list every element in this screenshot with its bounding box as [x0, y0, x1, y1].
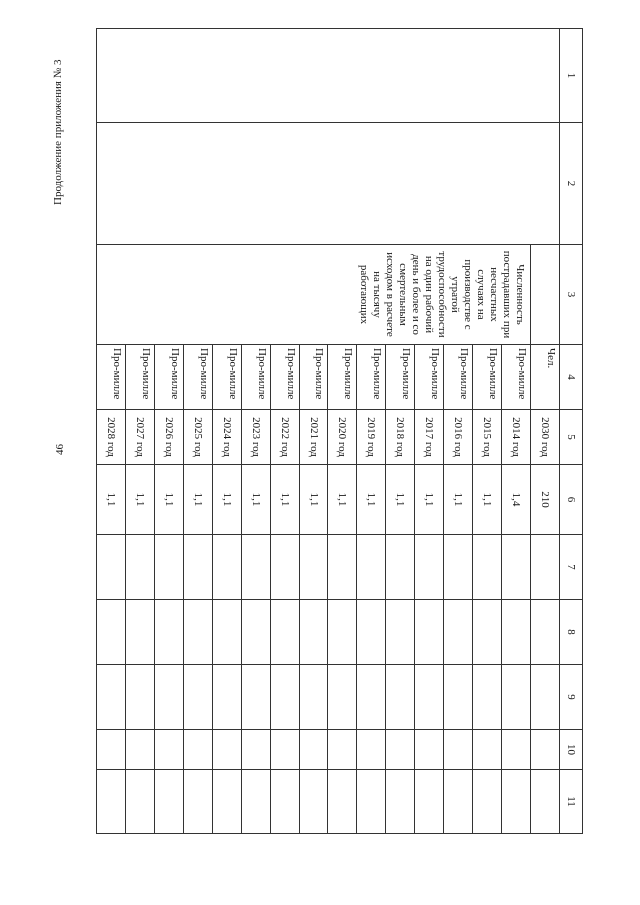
empty-cell: [531, 535, 560, 600]
cell-col-1: [97, 29, 560, 123]
value-cell: 1,1: [154, 465, 183, 535]
empty-cell: [299, 665, 328, 730]
cell-col-2: [97, 123, 560, 245]
year-cell: 2021 год: [299, 410, 328, 465]
empty-cell: [97, 730, 126, 770]
year-cell: 2018 год: [386, 410, 415, 465]
empty-cell: [183, 600, 212, 665]
empty-cell: [502, 535, 531, 600]
empty-cell: [386, 665, 415, 730]
empty-cell: [415, 535, 444, 600]
unit-cell: Про-милле: [241, 345, 270, 410]
column-number: 11: [560, 770, 583, 834]
empty-cell: [212, 600, 241, 665]
empty-cell: [386, 730, 415, 770]
empty-cell: [415, 730, 444, 770]
indicator-description: Численность пострадавших при несчастных случаях на производстве с утратой трудоспособности на один рабочий день и более и со смертельным исходом в расчете на тысячу работающих: [97, 245, 531, 345]
value-cell: 1,1: [241, 465, 270, 535]
year-cell: 2022 год: [270, 410, 299, 465]
empty-cell: [328, 730, 357, 770]
year-cell: 2026 год: [154, 410, 183, 465]
empty-cell: [357, 665, 386, 730]
unit-cell: Про-милле: [357, 345, 386, 410]
column-number: 9: [560, 665, 583, 730]
unit-cell: Про-милле: [473, 345, 502, 410]
empty-cell: [502, 770, 531, 834]
empty-cell: [444, 730, 473, 770]
value-cell: 1,1: [386, 465, 415, 535]
unit-cell: Про-милле: [502, 345, 531, 410]
empty-cell: [125, 600, 154, 665]
value-cell: 1,1: [357, 465, 386, 535]
unit-cell: Про-милле: [270, 345, 299, 410]
empty-cell: [299, 770, 328, 834]
year-cell: 2023 год: [241, 410, 270, 465]
unit-cell: Про-милле: [444, 345, 473, 410]
unit-cell: Чел.: [531, 345, 560, 410]
value-cell: 1,1: [212, 465, 241, 535]
unit-cell: Про-милле: [299, 345, 328, 410]
empty-cell: [125, 535, 154, 600]
empty-cell: [154, 535, 183, 600]
unit-cell: Про-милле: [183, 345, 212, 410]
empty-cell: [386, 535, 415, 600]
empty-cell: [97, 770, 126, 834]
empty-cell: [125, 770, 154, 834]
empty-cell: [212, 665, 241, 730]
empty-cell: [241, 600, 270, 665]
empty-cell: [270, 535, 299, 600]
empty-cell: [183, 665, 212, 730]
value-cell: 1,1: [415, 465, 444, 535]
year-cell: 2024 год: [212, 410, 241, 465]
empty-cell: [415, 665, 444, 730]
column-number: 8: [560, 600, 583, 665]
empty-cell: [444, 770, 473, 834]
empty-cell: [154, 665, 183, 730]
year-cell: 2014 год: [502, 410, 531, 465]
empty-cell: [270, 665, 299, 730]
column-number: 7: [560, 535, 583, 600]
empty-cell: [183, 730, 212, 770]
empty-cell: [154, 730, 183, 770]
empty-cell: [212, 535, 241, 600]
empty-cell: [328, 600, 357, 665]
column-number-row: [560, 29, 583, 834]
empty-cell: [444, 535, 473, 600]
empty-cell: [328, 535, 357, 600]
year-cell: 2030 год: [531, 410, 560, 465]
empty-cell: [386, 600, 415, 665]
unit-cell: Про-милле: [97, 345, 126, 410]
empty-cell: [473, 770, 502, 834]
unit-cell: Про-милле: [415, 345, 444, 410]
empty-cell: [328, 665, 357, 730]
empty-cell: [473, 535, 502, 600]
value-cell: 1,1: [473, 465, 502, 535]
column-number: 4: [560, 345, 583, 410]
column-number: 10: [560, 730, 583, 770]
empty-cell: [357, 730, 386, 770]
year-cell: 2028 год: [97, 410, 126, 465]
empty-cell: [357, 535, 386, 600]
empty-cell: [125, 730, 154, 770]
empty-cell: [270, 730, 299, 770]
empty-cell: [241, 535, 270, 600]
value-cell: 1,1: [299, 465, 328, 535]
empty-cell: [241, 665, 270, 730]
year-cell: 2015 год: [473, 410, 502, 465]
empty-cell: [328, 770, 357, 834]
empty-cell: [531, 730, 560, 770]
year-cell: 2025 год: [183, 410, 212, 465]
value-cell: 1,1: [444, 465, 473, 535]
unit-cell: Про-милле: [154, 345, 183, 410]
empty-cell: [125, 665, 154, 730]
unit-cell: Про-милле: [386, 345, 415, 410]
empty-cell: [270, 600, 299, 665]
empty-cell: [183, 535, 212, 600]
empty-cell: [357, 770, 386, 834]
empty-cell: [473, 600, 502, 665]
column-number: 1: [560, 29, 583, 123]
year-cell: 2019 год: [357, 410, 386, 465]
table-row: [531, 29, 560, 834]
empty-cell: [154, 770, 183, 834]
empty-cell: [241, 770, 270, 834]
empty-cell: [299, 730, 328, 770]
column-number: 2: [560, 123, 583, 245]
empty-cell: [299, 535, 328, 600]
empty-cell: [444, 665, 473, 730]
year-cell: 2017 год: [415, 410, 444, 465]
empty-cell: [415, 600, 444, 665]
empty-cell: [97, 665, 126, 730]
empty-cell: [473, 665, 502, 730]
empty-cell: [97, 535, 126, 600]
empty-cell: [531, 770, 560, 834]
empty-cell: [241, 730, 270, 770]
empty-cell: [502, 665, 531, 730]
indicator-cell-top: [531, 245, 560, 345]
empty-cell: [502, 730, 531, 770]
value-cell: 1,1: [328, 465, 357, 535]
unit-cell: Про-милле: [212, 345, 241, 410]
value-cell: 1,1: [183, 465, 212, 535]
empty-cell: [531, 665, 560, 730]
empty-cell: [444, 600, 473, 665]
empty-cell: [531, 600, 560, 665]
value-cell: 210: [531, 465, 560, 535]
value-cell: 1,1: [97, 465, 126, 535]
empty-cell: [386, 770, 415, 834]
value-cell: 1,1: [125, 465, 154, 535]
year-cell: 2016 год: [444, 410, 473, 465]
empty-cell: [473, 730, 502, 770]
year-cell: 2027 год: [125, 410, 154, 465]
unit-cell: Про-милле: [328, 345, 357, 410]
data-table: [96, 28, 583, 833]
empty-cell: [299, 600, 328, 665]
value-cell: 1,1: [270, 465, 299, 535]
value-cell: 1,4: [502, 465, 531, 535]
empty-cell: [357, 600, 386, 665]
empty-cell: [502, 600, 531, 665]
empty-cell: [154, 600, 183, 665]
empty-cell: [270, 770, 299, 834]
empty-cell: [212, 770, 241, 834]
empty-cell: [212, 730, 241, 770]
year-cell: 2020 год: [328, 410, 357, 465]
appendix-title: Продолжение приложения № 3: [52, 59, 64, 205]
column-number: 3: [560, 245, 583, 345]
unit-cell: Про-милле: [125, 345, 154, 410]
column-number: 5: [560, 410, 583, 465]
empty-cell: [97, 600, 126, 665]
empty-cell: [415, 770, 444, 834]
empty-cell: [183, 770, 212, 834]
column-number: 6: [560, 465, 583, 535]
page-number: 46: [54, 444, 66, 455]
